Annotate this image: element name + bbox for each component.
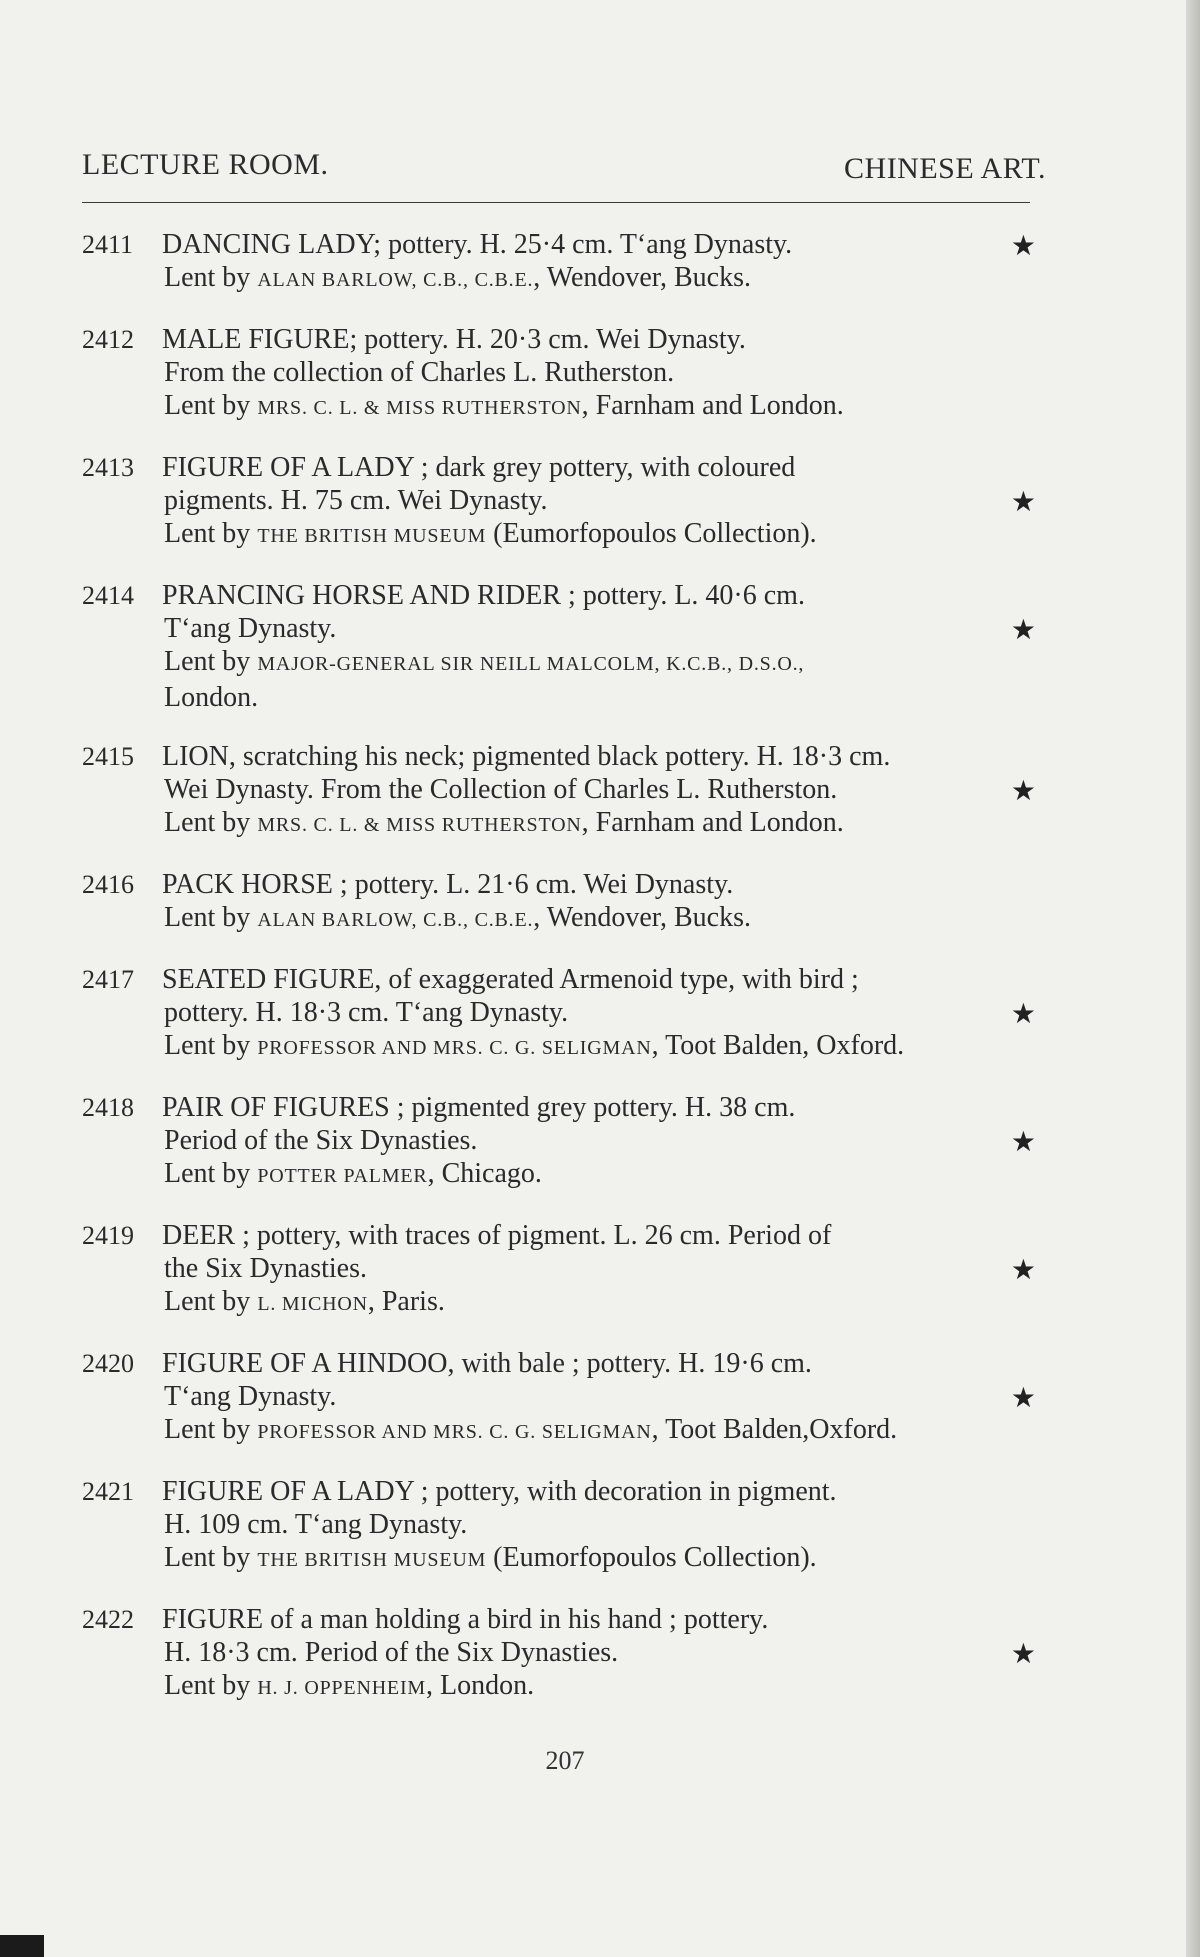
lender-prefix: Lent by (164, 518, 258, 549)
lender-name: PROFESSOR AND MRS. C. G. SELIGMAN (257, 1421, 652, 1443)
entry-title-line (82, 579, 1050, 612)
lender-prefix: Lent by (164, 1030, 258, 1061)
entry-desc-line (82, 484, 1050, 517)
entry-description: LION, scratching his neck; pigmented black pottery. H. 18·3 cm. (162, 741, 891, 772)
entry-description: PAIR OF FIGURES ; pigmented grey pottery. H. 38 cm. (162, 1092, 796, 1123)
entry-title-line (82, 1219, 1050, 1252)
page-edge (1186, 0, 1200, 1957)
lender-suffix: , Wendover, Bucks. (533, 902, 752, 933)
entry-number: 2413 (82, 453, 134, 482)
lender-prefix: Lent by (164, 902, 258, 933)
catalogue-entry (82, 1475, 1050, 1577)
catalogue-entry (82, 323, 1050, 425)
lender-prefix: Lent by (164, 1286, 258, 1317)
entry-title-line (82, 1475, 1050, 1508)
entry-desc-line (82, 1636, 1050, 1669)
entry-title-line (82, 963, 1050, 996)
header-left: LECTURE ROOM. (82, 148, 329, 181)
lender-suffix: , Wendover, Bucks. (533, 262, 752, 293)
catalogue-entry (82, 228, 1050, 297)
corner-mark (0, 1935, 44, 1957)
lender-suffix: (Eumorfopoulos Collection). (486, 518, 817, 549)
entry-description: MALE FIGURE; pottery. H. 20·3 cm. Wei Dynasty. (162, 324, 746, 355)
lender-name: PROFESSOR AND MRS. C. G. SELIGMAN (257, 1037, 652, 1059)
lender-prefix: Lent by (164, 1670, 258, 1701)
entry-title-line (82, 740, 1050, 773)
lender-line (82, 1541, 1050, 1577)
lender-name: MAJOR-GENERAL SIR NEILL MALCOLM, K.C.B., D.S.O., (257, 653, 805, 675)
lender-line (82, 1669, 1050, 1705)
catalogue-entry (82, 740, 1050, 842)
lender-prefix: Lent by (164, 1158, 258, 1189)
entry-number: 2411 (82, 230, 134, 259)
entry-title-line (82, 1347, 1050, 1380)
entry-description: H. 18·3 cm. Period of the Six Dynasties. (164, 1637, 619, 1668)
entry-number: 2420 (82, 1349, 134, 1378)
entry-description: pottery. H. 18·3 cm. T‘ang Dynasty. (164, 997, 569, 1028)
lender-suffix: , Paris. (367, 1286, 445, 1317)
lender-suffix: , Chicago. (427, 1158, 542, 1189)
catalogue-entries (82, 228, 1050, 1731)
catalogue-entry (82, 1091, 1050, 1193)
header-right: CHINESE ART. (844, 152, 1046, 185)
lender-name: ALAN BARLOW, C.B., C.B.E. (257, 269, 534, 291)
entry-title-line (82, 451, 1050, 484)
entry-desc-line (82, 1252, 1050, 1285)
lender-prefix: Lent by (164, 646, 258, 677)
lender-line (82, 1029, 1050, 1065)
entry-description: FIGURE OF A LADY ; dark grey pottery, with coloured (162, 452, 796, 483)
lender-line (82, 1413, 1050, 1449)
lender-line (82, 645, 1050, 681)
lender-name: L. MICHON (257, 1293, 368, 1315)
catalogue-entry (82, 963, 1050, 1065)
entry-number: 2414 (82, 581, 134, 610)
lender-line (82, 261, 1050, 297)
lender-suffix: (Eumorfopoulos Collection). (486, 1542, 817, 1573)
entry-description: T‘ang Dynasty. (164, 613, 337, 644)
catalogue-entry (82, 451, 1050, 553)
catalogue-entry (82, 1603, 1050, 1705)
lender-line (82, 806, 1050, 842)
lender-suffix: , London. (426, 1670, 535, 1701)
lender-name: MRS. C. L. & MISS RUTHERSTON (257, 814, 582, 836)
entry-description: FIGURE OF A HINDOO, with bale ; pottery. H. 19·6 cm. (162, 1348, 812, 1379)
star-icon: ★ (1010, 999, 1036, 1030)
lender-name: H. J. OPPENHEIM (257, 1677, 426, 1699)
entry-description: pigments. H. 75 cm. Wei Dynasty. (164, 485, 548, 516)
entry-title-line (82, 1091, 1050, 1124)
lender-suffix: , Toot Balden, Oxford. (651, 1030, 905, 1061)
catalogue-entry (82, 868, 1050, 937)
star-icon: ★ (1010, 487, 1036, 518)
entry-desc-line (82, 1508, 1050, 1541)
entry-title-line (82, 868, 1050, 901)
lender-suffix: , Farnham and London. (581, 807, 844, 838)
entry-description: Period of the Six Dynasties. (164, 1125, 478, 1156)
entry-title-line (82, 323, 1050, 356)
lender-line (82, 1157, 1050, 1193)
entry-desc-line (82, 356, 1050, 389)
star-icon: ★ (1010, 1639, 1036, 1670)
star-icon: ★ (1010, 776, 1036, 807)
entry-description: From the collection of Charles L. Rutherston. (164, 357, 675, 388)
entry-desc-line (82, 996, 1050, 1029)
lender-suffix: , Toot Balden,Oxford. (651, 1414, 898, 1445)
lender-continuation: London. (164, 682, 259, 713)
entry-description: PACK HORSE ; pottery. L. 21·6 cm. Wei Dynasty. (162, 869, 734, 900)
lender-suffix: , Farnham and London. (581, 390, 844, 421)
catalogue-entry (82, 579, 1050, 714)
entry-number: 2418 (82, 1093, 134, 1122)
entry-title-line (82, 228, 1050, 261)
header-rule (82, 202, 1030, 203)
entry-number: 2419 (82, 1221, 134, 1250)
entry-number: 2412 (82, 325, 134, 354)
lender-line (82, 1285, 1050, 1321)
entry-number: 2416 (82, 870, 134, 899)
lender-name: POTTER PALMER (257, 1165, 428, 1187)
page-number: 207 (545, 1746, 585, 1775)
lender-name: ALAN BARLOW, C.B., C.B.E. (257, 909, 534, 931)
star-icon: ★ (1010, 615, 1036, 646)
star-icon: ★ (1010, 1255, 1036, 1286)
entry-description: FIGURE OF A LADY ; pottery, with decoration in pigment. (162, 1476, 837, 1507)
entry-number: 2422 (82, 1605, 134, 1634)
star-icon: ★ (1010, 231, 1036, 262)
lender-prefix: Lent by (164, 262, 258, 293)
entry-description: FIGURE of a man holding a bird in his hand ; pottery. (162, 1604, 769, 1635)
entry-description: DANCING LADY; pottery. H. 25·4 cm. T‘ang Dynasty. (162, 229, 793, 260)
entry-desc-line (82, 1124, 1050, 1157)
entry-description: PRANCING HORSE AND RIDER ; pottery. L. 40·6 cm. (162, 580, 805, 611)
lender-prefix: Lent by (164, 1414, 258, 1445)
lender-line (82, 389, 1050, 425)
entry-desc-line (82, 612, 1050, 645)
lender-name: THE BRITISH MUSEUM (257, 525, 487, 547)
entry-description: DEER ; pottery, with traces of pigment. L. 26 cm. Period of (162, 1220, 832, 1251)
star-icon: ★ (1010, 1383, 1036, 1414)
entry-description: the Six Dynasties. (164, 1253, 367, 1284)
entry-description: SEATED FIGURE, of exaggerated Armenoid type, with bird ; (162, 964, 859, 995)
lender-line (82, 517, 1050, 553)
catalogue-entry (82, 1219, 1050, 1321)
entry-number: 2417 (82, 965, 134, 994)
lender-prefix: Lent by (164, 807, 258, 838)
entry-title-line (82, 1603, 1050, 1636)
lender-prefix: Lent by (164, 1542, 258, 1573)
lender-prefix: Lent by (164, 390, 258, 421)
entry-number: 2421 (82, 1477, 134, 1506)
lender-name: MRS. C. L. & MISS RUTHERSTON (257, 397, 582, 419)
lender-line (82, 901, 1050, 937)
entry-description: H. 109 cm. T‘ang Dynasty. (164, 1509, 468, 1540)
entry-desc-line (82, 1380, 1050, 1413)
entry-desc-line (82, 773, 1050, 806)
entry-description: Wei Dynasty. From the Collection of Charles L. Rutherston. (164, 774, 838, 805)
lender-name: THE BRITISH MUSEUM (257, 1549, 487, 1571)
star-icon: ★ (1010, 1127, 1036, 1158)
entry-description: T‘ang Dynasty. (164, 1381, 337, 1412)
catalogue-entry (82, 1347, 1050, 1449)
entry-number: 2415 (82, 742, 134, 771)
